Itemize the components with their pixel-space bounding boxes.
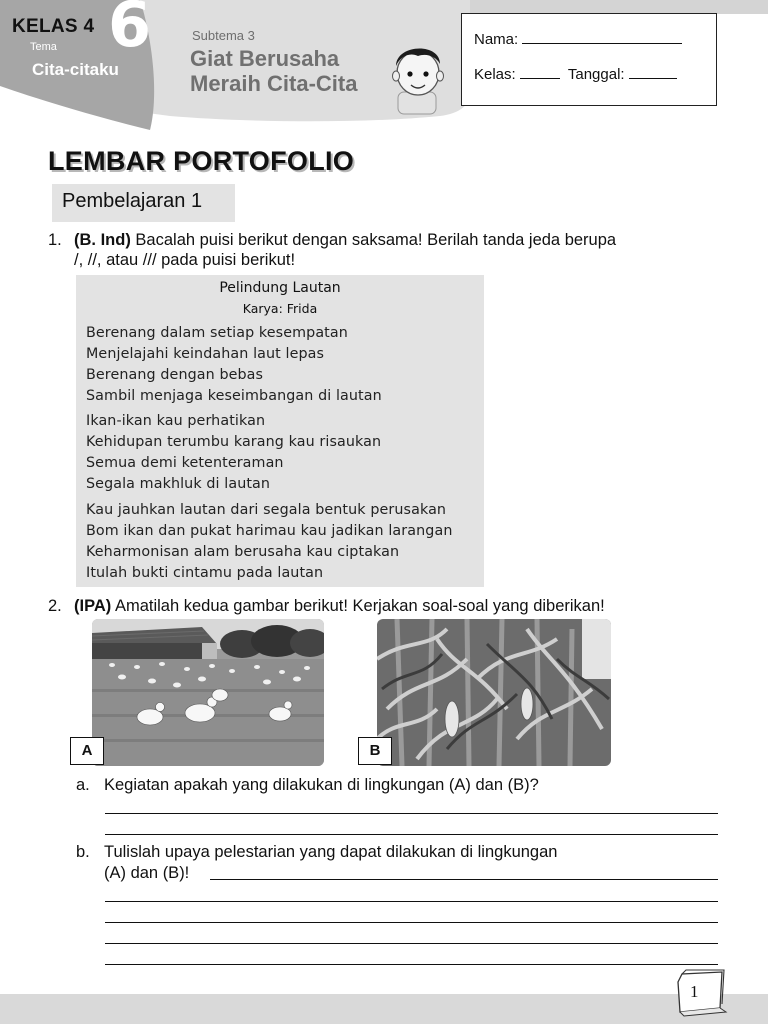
subquestion-b-letter: b. (76, 843, 90, 861)
name-field[interactable] (522, 30, 682, 44)
photo-a-label: A (70, 737, 104, 765)
subtheme-label: Subtema 3 (192, 28, 255, 43)
lesson-title: Pembelajaran 1 (62, 190, 203, 212)
date-field[interactable] (629, 65, 677, 79)
poem-line[interactable]: Sambil menjaga keseimbangan di lautan (86, 388, 382, 404)
subtheme-title-line2: Meraih Cita-Cita (190, 71, 358, 96)
photo-b-corn-field (377, 619, 611, 766)
poem-author: Karya: Frida (242, 301, 318, 316)
poem-line[interactable]: Menjelajahi keindahan laut lepas (86, 346, 325, 362)
subquestion-b-text-line1: Tulislah upaya pelestarian yang dapat dilakukan di lingkungan (104, 843, 558, 861)
answer-line[interactable] (105, 964, 718, 965)
question-1-subject: (B. Ind) (74, 231, 131, 249)
answer-line[interactable] (105, 834, 718, 835)
book-page-icon (672, 968, 730, 1018)
poem-line[interactable]: Keharmonisan alam berusaha kau ciptakan (86, 544, 400, 560)
subquestion-a-text: Kegiatan apakah yang dilakukan di lingkungan (A) dan (B)? (104, 776, 539, 794)
question-1-text: Bacalah puisi berikut dengan saksama! Berilah tanda jeda berupa (135, 231, 617, 249)
subquestion-b-text-line2: (A) dan (B)! (104, 864, 190, 882)
question-2-number: 2. (48, 597, 62, 615)
class-field-label: Kelas: (474, 66, 516, 83)
answer-line[interactable] (210, 879, 718, 880)
photo-a-chicken-farm (92, 619, 324, 766)
subtheme-title-line1: Giat Berusaha (190, 46, 340, 71)
theme-label: Tema (30, 41, 57, 53)
poem-line[interactable]: Segala makhluk di lautan (86, 476, 271, 492)
student-id-box (461, 13, 717, 106)
answer-line[interactable] (105, 813, 718, 814)
photo-b-label: B (358, 737, 392, 765)
poem-line[interactable]: Kehidupan terumbu karang kau risaukan (86, 434, 382, 450)
date-label: Tanggal: (567, 66, 625, 83)
page-title: LEMBAR PORTOFOLIO (48, 146, 355, 176)
poem-line[interactable]: Kau jauhkan lautan dari segala bentuk perusakan (86, 502, 447, 518)
poem-box (76, 275, 484, 587)
answer-line[interactable] (105, 922, 718, 923)
question-1-line1 (74, 231, 616, 250)
poem-line[interactable]: Berenang dengan bebas (86, 367, 264, 383)
footer-bar (0, 994, 768, 1024)
poem-line[interactable]: Semua demi ketenteraman (86, 455, 284, 471)
poem-title: Pelindung Lautan (219, 280, 341, 296)
class-date-row (474, 65, 677, 83)
page-number: 1 (690, 982, 699, 1001)
poem-line[interactable]: Itulah bukti cintamu pada lautan (86, 565, 324, 581)
question-1-line2: /, //, atau /// pada puisi berikut! (74, 251, 296, 269)
theme-name: Cita-citaku (32, 60, 119, 79)
poem-line[interactable]: Ikan-ikan kau perhatikan (86, 413, 266, 429)
question-2-text: Amatilah kedua gambar berikut! Kerjakan soal-soal yang diberikan! (114, 597, 605, 615)
answer-line[interactable] (105, 943, 718, 944)
boy-mascot-illustration (393, 48, 444, 114)
question-2-line (74, 597, 605, 616)
name-row (474, 30, 682, 48)
question-1-number: 1. (48, 231, 62, 249)
name-label: Nama: (474, 31, 519, 48)
theme-number: 6 (108, 0, 152, 61)
class-field[interactable] (520, 65, 560, 79)
question-2-subject: (IPA) (74, 597, 112, 615)
subquestion-a-letter: a. (76, 776, 90, 794)
subtheme-title (190, 46, 390, 96)
poem-line[interactable]: Bom ikan dan pukat harimau kau jadikan larangan (86, 523, 453, 539)
class-label: KELAS 4 (12, 16, 95, 37)
poem-line[interactable]: Berenang dalam setiap kesempatan (86, 325, 348, 341)
answer-line[interactable] (105, 901, 718, 902)
